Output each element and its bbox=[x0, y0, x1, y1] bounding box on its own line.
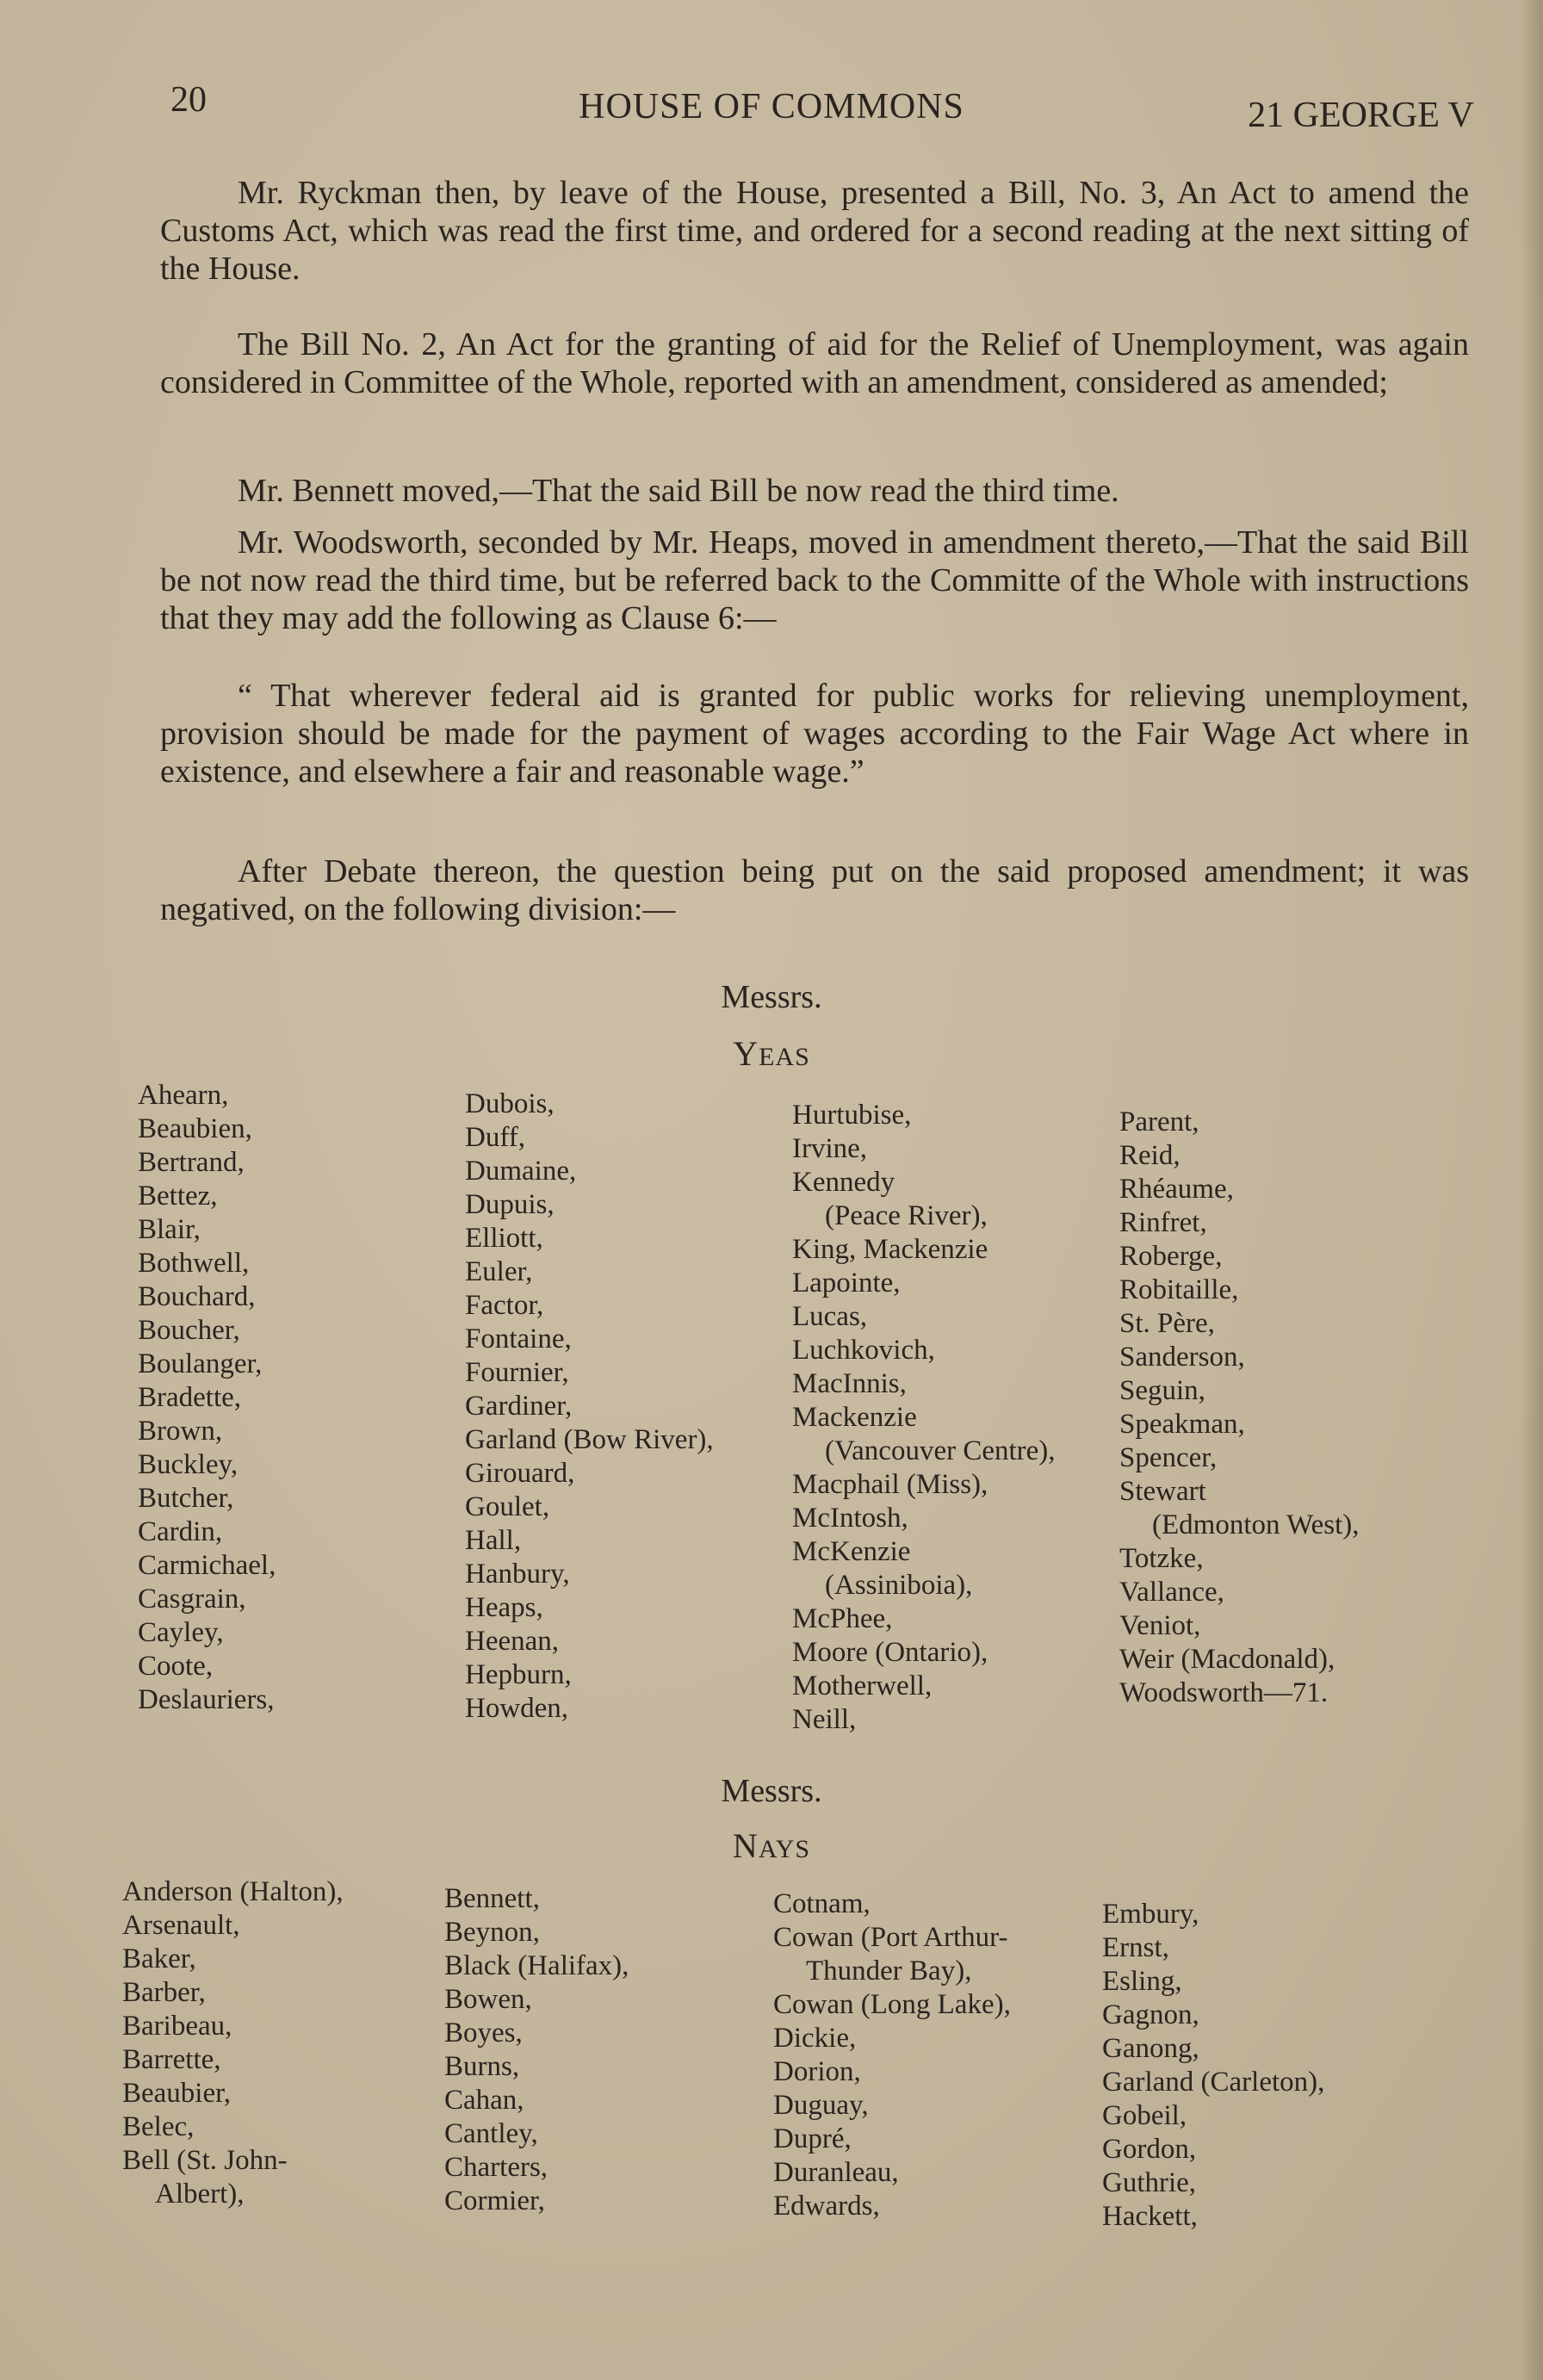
member-name: Butcher, bbox=[138, 1483, 234, 1514]
member-name: Duff, bbox=[465, 1122, 525, 1153]
yeas-column-1 bbox=[138, 1079, 276, 1717]
member-name: Euler, bbox=[465, 1256, 533, 1287]
regnal-year: 21 GEORGE V bbox=[1248, 96, 1474, 135]
member-name: Dickie, bbox=[773, 2023, 857, 2054]
nays-column-2 bbox=[444, 1882, 629, 2218]
member-name: Blair, bbox=[138, 1214, 201, 1245]
member-name: McPhee, bbox=[792, 1603, 893, 1634]
member-name: Cayley, bbox=[138, 1617, 224, 1648]
member-name: Bettez, bbox=[138, 1181, 218, 1212]
member-name: McIntosh, bbox=[792, 1503, 908, 1534]
yeas-column-4 bbox=[1119, 1106, 1360, 1710]
member-name: Brown, bbox=[138, 1416, 223, 1447]
member-name: Guthrie, bbox=[1102, 2167, 1197, 2198]
member-name: (Vancouver Centre), bbox=[825, 1435, 1056, 1466]
member-name: Duranleau, bbox=[773, 2157, 899, 2188]
member-name: Woodsworth—71. bbox=[1119, 1677, 1329, 1708]
nays-heading-rest: AYS bbox=[758, 1835, 811, 1863]
member-name: Boyes, bbox=[444, 2017, 523, 2048]
member-name: Luchkovich, bbox=[792, 1335, 935, 1366]
member-name: Hanbury, bbox=[465, 1559, 570, 1590]
member-name: Bothwell, bbox=[138, 1248, 250, 1279]
member-name: Veniot, bbox=[1119, 1610, 1201, 1641]
member-name: Fontaine, bbox=[465, 1323, 572, 1354]
member-name: Cowan (Port Arthur- bbox=[773, 1922, 1008, 1953]
nays-heading-initial: N bbox=[732, 1826, 759, 1865]
member-name: Deslauriers, bbox=[138, 1684, 275, 1715]
paragraph-division: After Debate thereon, the question being put on the said proposed amendment; it was negatived, on the following division:— bbox=[160, 853, 1469, 927]
member-name: Cahan, bbox=[444, 2085, 524, 2116]
paragraph-clause-quote: “ That wherever federal aid is granted for public works for relieving unemployment, provision should be made for the payment of wages according to the Fair Wage Act where in existence, and elsewhere a fair and reasonable wage.” bbox=[160, 678, 1469, 790]
member-name: Motherwell, bbox=[792, 1670, 933, 1701]
member-name: Cardin, bbox=[138, 1516, 223, 1547]
member-name: Coote, bbox=[138, 1651, 214, 1682]
member-name: Bennett, bbox=[444, 1883, 540, 1914]
member-name: Dupré, bbox=[773, 2123, 852, 2154]
member-name: Robitaille, bbox=[1119, 1274, 1239, 1305]
member-name: Weir (Macdonald), bbox=[1119, 1644, 1335, 1675]
member-name: Totzke, bbox=[1119, 1543, 1204, 1574]
member-name: King, Mackenzie bbox=[792, 1234, 988, 1265]
member-name: Baribeau, bbox=[122, 2011, 232, 2042]
paragraph-woodsworth-amendment: Mr. Woodsworth, seconded by Mr. Heaps, moved in amendment thereto,—That the said Bill be not now read the third time, but be referred back to the Committe of the Whole with instructions that they may add the following as Clause 6:— bbox=[160, 524, 1469, 636]
member-name: Casgrain, bbox=[138, 1584, 246, 1615]
member-name: Kennedy bbox=[792, 1167, 895, 1198]
member-name: Lapointe, bbox=[792, 1267, 901, 1298]
member-name: Dumaine, bbox=[465, 1156, 577, 1187]
member-name: Elliott, bbox=[465, 1223, 543, 1254]
member-name: Howden, bbox=[465, 1693, 569, 1724]
page-header bbox=[0, 76, 1543, 135]
member-name: Barrette, bbox=[122, 2044, 221, 2075]
member-name: Goulet, bbox=[465, 1491, 550, 1522]
yeas-column-3 bbox=[792, 1099, 1056, 1737]
member-name: Duguay, bbox=[773, 2090, 869, 2121]
member-name: Bowen, bbox=[444, 1984, 532, 2015]
member-name: Fournier, bbox=[465, 1357, 569, 1388]
member-name: Neill, bbox=[792, 1704, 857, 1735]
member-name: Boulanger, bbox=[138, 1348, 263, 1379]
paragraph-customs-bill: Mr. Ryckman then, by leave of the House, presented a Bill, No. 3, An Act to amend the Customs Act, which was read the first time, and ordered for a second reading at the next sitting of the House. bbox=[160, 175, 1469, 287]
yeas-messrs-heading: Messrs. bbox=[721, 979, 822, 1015]
member-name: Reid, bbox=[1119, 1140, 1180, 1171]
member-name: Cowan (Long Lake), bbox=[773, 1989, 1011, 2020]
member-name: (Assiniboia), bbox=[825, 1570, 973, 1601]
member-name: Burns, bbox=[444, 2051, 520, 2082]
member-name: Thunder Bay), bbox=[806, 1955, 972, 1986]
member-name: Gordon, bbox=[1102, 2134, 1197, 2165]
member-name: Ganong, bbox=[1102, 2033, 1199, 2064]
member-name: Factor, bbox=[465, 1290, 544, 1321]
member-name: Roberge, bbox=[1119, 1241, 1223, 1272]
member-name: Bradette, bbox=[138, 1382, 242, 1413]
member-name: Mackenzie bbox=[792, 1402, 917, 1433]
member-name: Beaubien, bbox=[138, 1113, 252, 1144]
member-name: Heenan, bbox=[465, 1626, 560, 1657]
member-name: Garland (Carleton), bbox=[1102, 2067, 1325, 2098]
member-name: Dupuis, bbox=[465, 1189, 555, 1220]
member-name: Arsenault, bbox=[122, 1910, 240, 1941]
member-name: Cormier, bbox=[444, 2185, 545, 2216]
member-name: Hepburn, bbox=[465, 1659, 572, 1690]
member-name: Beynon, bbox=[444, 1917, 540, 1948]
member-name: Ahearn, bbox=[138, 1080, 229, 1111]
paragraph-unemployment-bill: The Bill No. 2, An Act for the granting of aid for the Relief of Unemployment, was again considered in Committee of the Whole, reported with an amendment, considered as amended; bbox=[160, 326, 1469, 400]
paragraph-bennett-motion: Mr. Bennett moved,—That the said Bill be now read the third time. bbox=[238, 473, 1119, 509]
member-name: Stewart bbox=[1119, 1476, 1206, 1507]
member-name: Irvine, bbox=[792, 1133, 868, 1164]
member-name: Hackett, bbox=[1102, 2201, 1198, 2232]
member-name: Lucas, bbox=[792, 1301, 868, 1332]
nays-column-3 bbox=[773, 1887, 1011, 2223]
member-name: Belec, bbox=[122, 2111, 195, 2142]
member-name: Rhéaume, bbox=[1119, 1174, 1234, 1205]
member-name: Sanderson, bbox=[1119, 1342, 1245, 1373]
member-name: Dubois, bbox=[465, 1088, 555, 1119]
member-name: Esling, bbox=[1102, 1966, 1182, 1997]
member-name: (Edmonton West), bbox=[1152, 1509, 1360, 1540]
member-name: Baker, bbox=[122, 1943, 196, 1974]
member-name: Albert), bbox=[155, 2179, 245, 2210]
member-name: Hurtubise, bbox=[792, 1100, 912, 1131]
member-name: Garland (Bow River), bbox=[465, 1424, 714, 1455]
member-name: Girouard, bbox=[465, 1458, 575, 1489]
member-name: Gobeil, bbox=[1102, 2100, 1187, 2131]
yeas-heading-rest: EAS bbox=[759, 1043, 810, 1071]
member-name: Bertrand, bbox=[138, 1147, 245, 1178]
member-name: Spencer, bbox=[1119, 1442, 1218, 1473]
nays-column-1 bbox=[122, 1875, 344, 2211]
member-name: Edwards, bbox=[773, 2191, 880, 2222]
member-name: Ernst, bbox=[1102, 1932, 1169, 1963]
member-name: Carmichael, bbox=[138, 1550, 276, 1581]
member-name: Moore (Ontario), bbox=[792, 1637, 988, 1668]
yeas-heading bbox=[0, 1033, 1543, 1074]
member-name: Gagnon, bbox=[1102, 1999, 1199, 2030]
nays-heading bbox=[0, 1825, 1543, 1866]
member-name: Beaubier, bbox=[122, 2078, 232, 2109]
member-name: Embury, bbox=[1102, 1899, 1199, 1930]
member-name: Buckley, bbox=[138, 1449, 239, 1480]
member-name: Charters, bbox=[444, 2152, 548, 2183]
member-name: Anderson (Halton), bbox=[122, 1876, 344, 1907]
member-name: Boucher, bbox=[138, 1315, 240, 1346]
member-name: Bouchard, bbox=[138, 1281, 256, 1312]
page-number: 20 bbox=[170, 80, 207, 120]
member-name: Dorion, bbox=[773, 2056, 861, 2087]
member-name: Vallance, bbox=[1119, 1577, 1224, 1608]
member-name: Parent, bbox=[1119, 1106, 1199, 1137]
page-title: HOUSE OF COMMONS bbox=[579, 87, 964, 127]
page-edge-shadow bbox=[1521, 0, 1543, 2380]
member-name: McKenzie bbox=[792, 1536, 911, 1567]
member-name: Gardiner, bbox=[465, 1391, 573, 1422]
member-name: Cantley, bbox=[444, 2118, 538, 2149]
member-name: Rinfret, bbox=[1119, 1207, 1207, 1238]
member-name: Seguin, bbox=[1119, 1375, 1205, 1406]
member-name: Bell (St. John- bbox=[122, 2145, 288, 2176]
yeas-column-2 bbox=[465, 1088, 714, 1726]
member-name: Barber, bbox=[122, 1977, 206, 2008]
member-name: MacInnis, bbox=[792, 1368, 907, 1399]
member-name: Black (Halifax), bbox=[444, 1950, 629, 1981]
nays-messrs-heading: Messrs. bbox=[721, 1773, 822, 1809]
member-name: Cotnam, bbox=[773, 1888, 871, 1919]
member-name: Hall, bbox=[465, 1525, 522, 1556]
yeas-heading-initial: Y bbox=[733, 1034, 759, 1073]
member-name: (Peace River), bbox=[825, 1200, 988, 1231]
member-name: Macphail (Miss), bbox=[792, 1469, 988, 1500]
member-name: Heaps, bbox=[465, 1592, 543, 1623]
nays-column-4 bbox=[1102, 1898, 1324, 2234]
member-name: Speakman, bbox=[1119, 1409, 1245, 1440]
member-name: St. Père, bbox=[1119, 1308, 1215, 1339]
